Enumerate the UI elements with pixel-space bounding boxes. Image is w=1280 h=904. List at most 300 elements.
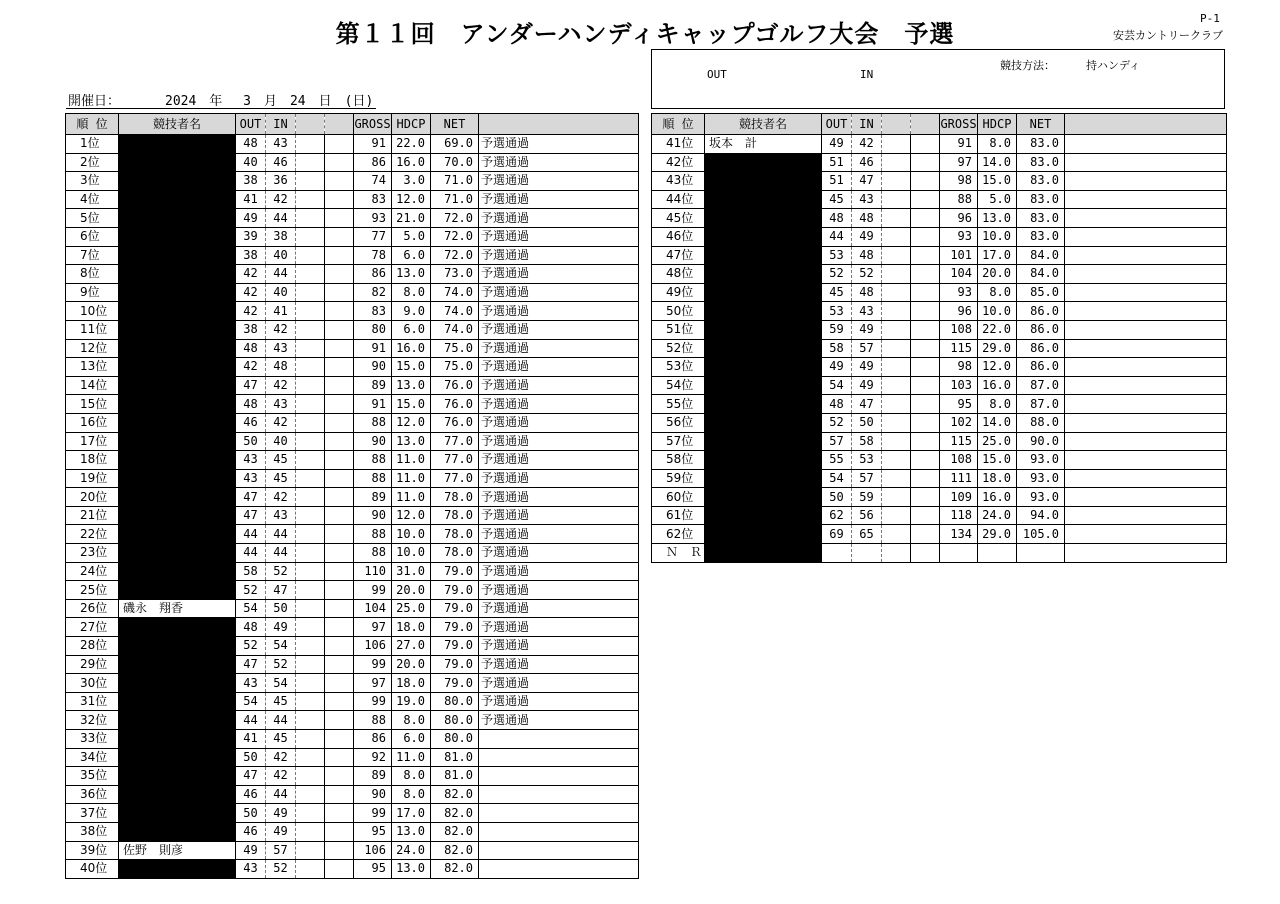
net-cell: 87.0 — [1017, 376, 1065, 395]
rank-cell: 54位 — [652, 376, 705, 395]
hdcp-cell: 10.0 — [392, 544, 431, 563]
gross-cell: 103 — [940, 376, 978, 395]
redacted-name-cell — [705, 339, 822, 358]
out-score-cell: 43 — [236, 674, 266, 693]
table-row — [66, 320, 639, 339]
out-score-cell: 54 — [236, 692, 266, 711]
out-score-cell: 69 — [822, 525, 852, 544]
net-cell: 75.0 — [431, 358, 479, 377]
in-score-cell: 49 — [852, 227, 882, 246]
redacted-name-cell — [705, 246, 822, 265]
blank-cell — [882, 376, 911, 395]
rank-cell: 16位 — [66, 413, 119, 432]
in-score-cell: 58 — [852, 432, 882, 451]
status-cell — [479, 804, 639, 823]
blank-cell — [911, 135, 940, 154]
out-score-cell: 44 — [236, 544, 266, 563]
gross-cell: 115 — [940, 432, 978, 451]
hdcp-cell: 19.0 — [392, 692, 431, 711]
out-score-cell: 50 — [236, 748, 266, 767]
gross-cell: 80 — [354, 320, 392, 339]
gross-cell: 115 — [940, 339, 978, 358]
out-score-cell: 47 — [236, 767, 266, 786]
redacted-name-cell — [705, 451, 822, 470]
blank-cell — [325, 190, 354, 209]
header-blank — [911, 114, 940, 135]
status-cell — [1065, 135, 1227, 154]
redacted-name-cell — [119, 302, 236, 321]
redacted-name-cell — [119, 730, 236, 749]
header-blank — [882, 114, 911, 135]
net-cell: 77.0 — [431, 469, 479, 488]
net-cell: 79.0 — [431, 637, 479, 656]
in-score-cell: 59 — [852, 488, 882, 507]
net-cell: 72.0 — [431, 209, 479, 228]
gross-cell: 97 — [354, 618, 392, 637]
gross-cell: 86 — [354, 153, 392, 172]
out-score-cell: 52 — [822, 265, 852, 284]
table-row — [66, 227, 639, 246]
in-score-cell: 65 — [852, 525, 882, 544]
out-score-cell: 47 — [236, 376, 266, 395]
blank-cell — [911, 302, 940, 321]
gross-cell: 95 — [354, 860, 392, 879]
blank-cell — [325, 320, 354, 339]
page-title: 第１１回 アンダーハンディキャップゴルフ大会 予選 — [335, 20, 955, 48]
rank-cell: 27位 — [66, 618, 119, 637]
blank-cell — [882, 227, 911, 246]
table-row — [66, 711, 639, 730]
blank-cell — [911, 525, 940, 544]
blank-cell — [296, 730, 325, 749]
table-row — [66, 860, 639, 879]
blank-cell — [296, 339, 325, 358]
redacted-name-cell — [705, 172, 822, 191]
net-cell: 90.0 — [1017, 432, 1065, 451]
hdcp-cell: 13.0 — [392, 860, 431, 879]
hdcp-cell: 27.0 — [392, 637, 431, 656]
gross-cell: 99 — [354, 655, 392, 674]
redacted-name-cell — [705, 190, 822, 209]
blank-cell — [296, 841, 325, 860]
blank-cell — [325, 562, 354, 581]
status-cell: 予選通過 — [479, 544, 639, 563]
blank-cell — [296, 748, 325, 767]
redacted-name-cell — [119, 655, 236, 674]
header-status — [479, 114, 639, 135]
net-cell: 72.0 — [431, 227, 479, 246]
blank-cell — [325, 135, 354, 154]
in-score-cell: 48 — [852, 246, 882, 265]
hdcp-cell: 14.0 — [978, 413, 1017, 432]
rank-cell: 37位 — [66, 804, 119, 823]
gross-cell: 88 — [354, 711, 392, 730]
net-cell: 86.0 — [1017, 302, 1065, 321]
rank-cell: 38位 — [66, 822, 119, 841]
gross-cell: 106 — [354, 841, 392, 860]
in-score-cell: 43 — [266, 506, 296, 525]
in-score-cell: 47 — [852, 395, 882, 414]
redacted-name-cell — [119, 190, 236, 209]
gross-cell: 104 — [354, 599, 392, 618]
gross-cell: 106 — [354, 637, 392, 656]
gross-cell: 88 — [354, 469, 392, 488]
rank-cell: 19位 — [66, 469, 119, 488]
status-cell: 予選通過 — [479, 525, 639, 544]
rank-cell: 9位 — [66, 283, 119, 302]
status-cell — [1065, 209, 1227, 228]
rank-cell: 22位 — [66, 525, 119, 544]
blank-cell — [296, 674, 325, 693]
table-row — [652, 320, 1227, 339]
rank-cell: 12位 — [66, 339, 119, 358]
in-score-cell: 44 — [266, 209, 296, 228]
out-score-cell: 50 — [236, 804, 266, 823]
hdcp-cell: 20.0 — [392, 581, 431, 600]
rank-cell: 10位 — [66, 302, 119, 321]
info-out-label: OUT — [707, 68, 727, 81]
header-gross: GROSS — [940, 114, 978, 135]
in-score-cell: 49 — [852, 358, 882, 377]
gross-cell: 86 — [354, 730, 392, 749]
status-cell: 予選通過 — [479, 581, 639, 600]
rank-cell: 21位 — [66, 506, 119, 525]
blank-cell — [882, 358, 911, 377]
net-cell: 79.0 — [431, 618, 479, 637]
blank-cell — [296, 265, 325, 284]
results-table-left — [65, 113, 639, 879]
gross-cell: 99 — [354, 581, 392, 600]
gross-cell: 118 — [940, 506, 978, 525]
out-score-cell: 47 — [236, 655, 266, 674]
redacted-name-cell — [705, 265, 822, 284]
hdcp-cell: 9.0 — [392, 302, 431, 321]
table-row — [66, 562, 639, 581]
redacted-name-cell — [119, 153, 236, 172]
status-cell: 予選通過 — [479, 655, 639, 674]
club-name: 安芸カントリークラブ — [1113, 29, 1223, 42]
in-score-cell: 44 — [266, 711, 296, 730]
table-row — [66, 655, 639, 674]
blank-cell — [325, 358, 354, 377]
redacted-name-cell — [705, 544, 822, 563]
status-cell: 予選通過 — [479, 227, 639, 246]
table-header — [66, 114, 639, 135]
blank-cell — [882, 469, 911, 488]
header-hdcp: HDCP — [392, 114, 431, 135]
redacted-name-cell — [119, 432, 236, 451]
out-score-cell: 48 — [236, 618, 266, 637]
blank-cell — [911, 227, 940, 246]
header-in: IN — [266, 114, 296, 135]
rank-cell: 55位 — [652, 395, 705, 414]
hdcp-cell: 5.0 — [978, 190, 1017, 209]
hdcp-cell: 12.0 — [392, 413, 431, 432]
redacted-name-cell — [705, 488, 822, 507]
redacted-name-cell — [705, 469, 822, 488]
net-cell: 93.0 — [1017, 451, 1065, 470]
redacted-name-cell — [119, 767, 236, 786]
table-row — [66, 599, 639, 618]
in-score-cell: 50 — [266, 599, 296, 618]
net-cell: 74.0 — [431, 302, 479, 321]
out-score-cell: 52 — [822, 413, 852, 432]
table-row — [66, 488, 639, 507]
net-cell — [1017, 544, 1065, 563]
hdcp-cell: 8.0 — [392, 767, 431, 786]
blank-cell — [882, 451, 911, 470]
blank-cell — [325, 525, 354, 544]
redacted-name-cell — [119, 227, 236, 246]
redacted-name-cell — [705, 432, 822, 451]
table-row — [66, 265, 639, 284]
rank-cell: 5位 — [66, 209, 119, 228]
redacted-name-cell — [119, 265, 236, 284]
in-score-cell: 49 — [266, 804, 296, 823]
hdcp-cell: 17.0 — [392, 804, 431, 823]
status-cell — [1065, 190, 1227, 209]
redacted-name-cell — [119, 525, 236, 544]
status-cell — [1065, 320, 1227, 339]
table-row — [652, 246, 1227, 265]
gross-cell: 95 — [940, 395, 978, 414]
blank-cell — [911, 153, 940, 172]
in-score-cell: 49 — [266, 822, 296, 841]
gross-cell: 90 — [354, 432, 392, 451]
gross-cell: 99 — [354, 692, 392, 711]
blank-cell — [296, 358, 325, 377]
blank-cell — [911, 320, 940, 339]
table-row — [66, 785, 639, 804]
net-cell: 82.0 — [431, 804, 479, 823]
gross-cell: 93 — [940, 283, 978, 302]
blank-cell — [325, 227, 354, 246]
out-score-cell: 52 — [236, 581, 266, 600]
in-score-cell: 42 — [266, 767, 296, 786]
status-cell: 予選通過 — [479, 209, 639, 228]
net-cell: 86.0 — [1017, 320, 1065, 339]
out-score-cell: 51 — [822, 172, 852, 191]
table-row — [652, 265, 1227, 284]
out-score-cell: 49 — [236, 841, 266, 860]
hdcp-cell: 8.0 — [978, 395, 1017, 414]
blank-cell — [325, 618, 354, 637]
in-score-cell: 49 — [266, 618, 296, 637]
redacted-name-cell — [705, 506, 822, 525]
hdcp-cell: 20.0 — [392, 655, 431, 674]
blank-cell — [296, 135, 325, 154]
gross-cell: 91 — [354, 339, 392, 358]
blank-cell — [296, 655, 325, 674]
status-cell — [1065, 525, 1227, 544]
redacted-name-cell — [119, 581, 236, 600]
net-cell: 82.0 — [431, 822, 479, 841]
date-label: 開催日： — [68, 94, 121, 109]
blank-cell — [882, 320, 911, 339]
blank-cell — [325, 339, 354, 358]
in-score-cell: 48 — [852, 283, 882, 302]
rank-cell: 45位 — [652, 209, 705, 228]
blank-cell — [296, 246, 325, 265]
status-cell — [1065, 544, 1227, 563]
blank-cell — [296, 469, 325, 488]
method-value: 持ハンディ — [1086, 59, 1141, 72]
net-cell: 80.0 — [431, 730, 479, 749]
header-blank — [325, 114, 354, 135]
gross-cell: 82 — [354, 283, 392, 302]
table-row — [652, 506, 1227, 525]
table-row — [66, 767, 639, 786]
hdcp-cell: 24.0 — [978, 506, 1017, 525]
hdcp-cell: 16.0 — [978, 488, 1017, 507]
blank-cell — [296, 153, 325, 172]
redacted-name-cell — [705, 283, 822, 302]
blank-cell — [911, 432, 940, 451]
header-out: OUT — [236, 114, 266, 135]
in-score-cell: 47 — [852, 172, 882, 191]
gross-cell: 83 — [354, 302, 392, 321]
out-score-cell: 44 — [822, 227, 852, 246]
redacted-name-cell — [119, 135, 236, 154]
rank-cell: 20位 — [66, 488, 119, 507]
rank-cell: 59位 — [652, 469, 705, 488]
rank-cell: 4位 — [66, 190, 119, 209]
in-score-cell: 50 — [852, 413, 882, 432]
blank-cell — [911, 451, 940, 470]
status-cell — [1065, 172, 1227, 191]
status-cell — [1065, 395, 1227, 414]
table-row — [652, 283, 1227, 302]
rank-cell: 56位 — [652, 413, 705, 432]
gross-cell: 101 — [940, 246, 978, 265]
blank-cell — [296, 562, 325, 581]
table-row — [66, 525, 639, 544]
status-cell — [1065, 376, 1227, 395]
hdcp-cell: 31.0 — [392, 562, 431, 581]
out-score-cell: 47 — [236, 488, 266, 507]
net-cell: 88.0 — [1017, 413, 1065, 432]
redacted-name-cell — [705, 153, 822, 172]
status-cell — [479, 748, 639, 767]
net-cell: 81.0 — [431, 767, 479, 786]
in-score-cell: 45 — [266, 730, 296, 749]
rank-cell: 47位 — [652, 246, 705, 265]
status-cell — [479, 785, 639, 804]
blank-cell — [325, 153, 354, 172]
gross-cell: 95 — [354, 822, 392, 841]
in-score-cell — [852, 544, 882, 563]
in-score-cell: 38 — [266, 227, 296, 246]
blank-cell — [911, 413, 940, 432]
blank-cell — [911, 246, 940, 265]
redacted-name-cell — [119, 283, 236, 302]
status-cell: 予選通過 — [479, 432, 639, 451]
in-score-cell: 52 — [266, 655, 296, 674]
blank-cell — [882, 506, 911, 525]
hdcp-cell: 13.0 — [978, 209, 1017, 228]
in-score-cell: 52 — [266, 860, 296, 879]
net-cell: 87.0 — [1017, 395, 1065, 414]
rank-cell: 17位 — [66, 432, 119, 451]
status-cell — [1065, 413, 1227, 432]
redacted-name-cell — [119, 358, 236, 377]
status-cell: 予選通過 — [479, 488, 639, 507]
gross-cell: 102 — [940, 413, 978, 432]
out-score-cell: 46 — [236, 822, 266, 841]
gross-cell: 98 — [940, 358, 978, 377]
blank-cell — [325, 637, 354, 656]
rank-cell: 15位 — [66, 395, 119, 414]
blank-cell — [911, 488, 940, 507]
status-cell — [479, 767, 639, 786]
header-net: NET — [431, 114, 479, 135]
blank-cell — [325, 246, 354, 265]
in-score-cell: 42 — [266, 320, 296, 339]
blank-cell — [296, 637, 325, 656]
redacted-name-cell — [119, 692, 236, 711]
in-score-cell: 46 — [852, 153, 882, 172]
table-row — [652, 432, 1227, 451]
status-cell: 予選通過 — [479, 506, 639, 525]
gross-cell: 74 — [354, 172, 392, 191]
net-cell: 79.0 — [431, 581, 479, 600]
blank-cell — [325, 841, 354, 860]
blank-cell — [882, 172, 911, 191]
redacted-name-cell — [119, 804, 236, 823]
table-row — [66, 376, 639, 395]
status-cell: 予選通過 — [479, 358, 639, 377]
out-score-cell: 54 — [822, 376, 852, 395]
blank-cell — [325, 599, 354, 618]
table-row — [66, 135, 639, 154]
out-score-cell: 39 — [236, 227, 266, 246]
rank-cell: 1位 — [66, 135, 119, 154]
hdcp-cell: 15.0 — [392, 395, 431, 414]
hdcp-cell: 11.0 — [392, 488, 431, 507]
gross-cell — [940, 544, 978, 563]
blank-cell — [911, 283, 940, 302]
net-cell: 69.0 — [431, 135, 479, 154]
redacted-name-cell — [119, 413, 236, 432]
blank-cell — [882, 190, 911, 209]
net-cell: 78.0 — [431, 488, 479, 507]
status-cell — [479, 860, 639, 879]
blank-cell — [325, 451, 354, 470]
net-cell: 72.0 — [431, 246, 479, 265]
blank-cell — [296, 711, 325, 730]
status-cell: 予選通過 — [479, 395, 639, 414]
redacted-name-cell — [119, 395, 236, 414]
rank-cell: 24位 — [66, 562, 119, 581]
net-cell: 78.0 — [431, 544, 479, 563]
blank-cell — [911, 358, 940, 377]
net-cell: 71.0 — [431, 190, 479, 209]
out-score-cell: 48 — [822, 395, 852, 414]
redacted-name-cell — [119, 637, 236, 656]
hdcp-cell: 13.0 — [392, 432, 431, 451]
info-in-label: IN — [860, 68, 874, 81]
net-cell: 85.0 — [1017, 283, 1065, 302]
status-cell — [1065, 432, 1227, 451]
net-cell: 70.0 — [431, 153, 479, 172]
out-score-cell: 41 — [236, 190, 266, 209]
in-score-cell: 48 — [266, 358, 296, 377]
rank-cell: 49位 — [652, 283, 705, 302]
table-row — [652, 395, 1227, 414]
in-score-cell: 52 — [266, 562, 296, 581]
net-cell: 94.0 — [1017, 506, 1065, 525]
gross-cell: 108 — [940, 451, 978, 470]
